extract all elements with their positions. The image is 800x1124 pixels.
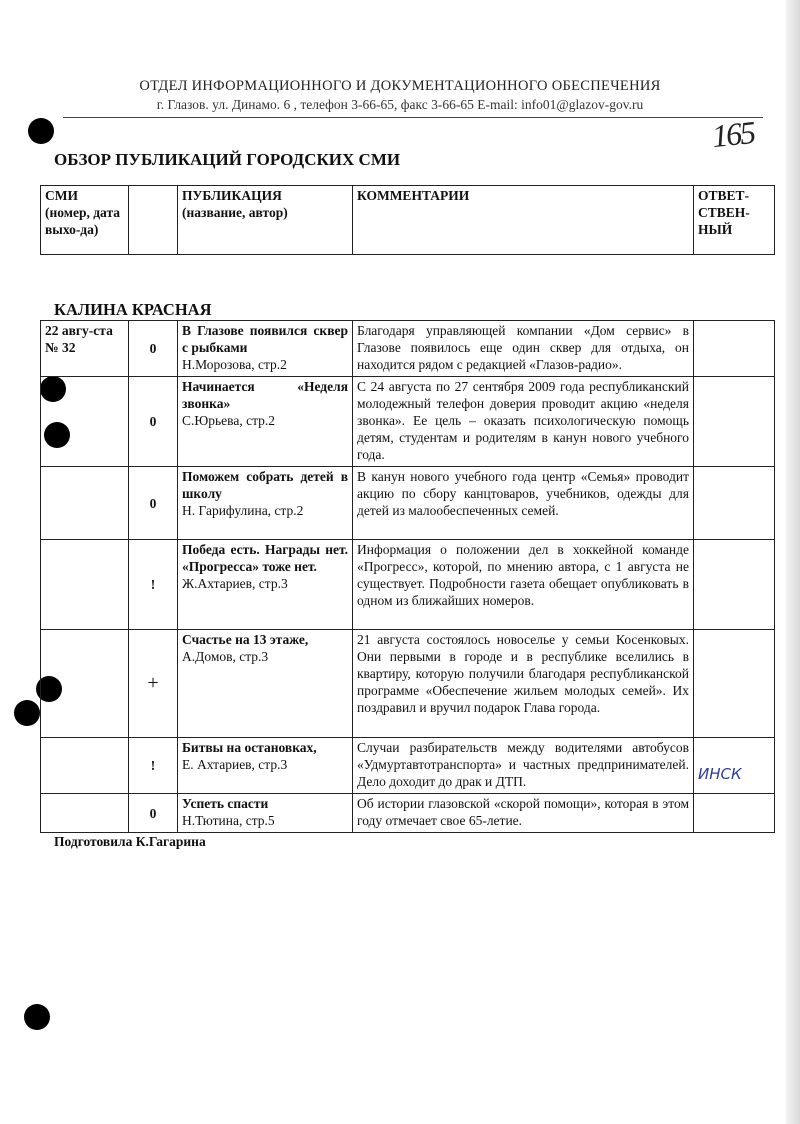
responsible-cell — [694, 630, 775, 738]
publication-author: Н.Тютина, стр.5 — [182, 813, 275, 828]
publication-author: Н.Морозова, стр.2 — [182, 357, 287, 372]
comment-cell: Случаи разбирательств между водителями автобусов «Удмуртавтотранспорта» и частных предпринимателей. Дело доходит до драк и ДТП. — [353, 738, 694, 794]
comment-cell: С 24 августа по 27 сентября 2009 года республиканский молодежный телефон доверия проводит акцию «неделя звонка». Ее цель – оказать психологическую помощь детям, студентам и родителям в канун нового учебного года. — [353, 377, 694, 467]
column-header-responsible: ОТВЕТ-СТВЕН-НЫЙ — [694, 186, 775, 255]
publication-cell — [178, 540, 353, 630]
table-row — [41, 794, 775, 833]
rating-mark: ! — [129, 540, 178, 630]
column-header-comments: КОММЕНТАРИИ — [353, 186, 694, 255]
publication-author: Ж.Ахтариев, стр.3 — [182, 576, 288, 591]
table-row — [41, 377, 775, 467]
issue-cell — [41, 540, 129, 630]
organization-address: г. Глазов. ул. Динамо. 6 , телефон 3-66-65, факс 3-66-65 E-mail: info01@glazov-gov.ru — [156, 97, 644, 112]
column-header-mark — [129, 186, 178, 255]
publication-title: Начинается «Неделя звонка» — [182, 379, 348, 411]
table-row — [41, 738, 775, 794]
publication-cell — [178, 794, 353, 833]
publication-cell — [178, 738, 353, 794]
responsible-cell — [694, 321, 775, 377]
table-row — [41, 467, 775, 540]
publications-table — [40, 320, 775, 833]
publication-cell — [178, 467, 353, 540]
newspaper-title: КАЛИНА КРАСНАЯ — [54, 300, 212, 319]
issue-cell — [41, 630, 129, 738]
comment-cell: Об истории глазовской «скорой помощи», которая в этом году отмечает свое 65-летие. — [353, 794, 694, 833]
publication-title: В Глазове появился сквер с рыбками — [182, 323, 348, 355]
rating-mark: 0 — [129, 321, 178, 377]
issue-cell — [41, 467, 129, 540]
comment-cell: 21 августа состоялось новоселье у семьи Косенковых. Они первыми в городе и в республике вселились в квартиру, которую получили благодаря республиканской программе «Обеспечение жильем молодых семей». Их поздравил и вручил подарок Глава города. — [353, 630, 694, 738]
column-header-smi: СМИ (номер, дата выхо-да) — [41, 186, 129, 255]
publication-author: С.Юрьева, стр.2 — [182, 413, 276, 428]
table-row — [41, 321, 775, 377]
publication-title: Счастье на 13 этаже, — [182, 632, 309, 647]
header-divider — [63, 117, 763, 118]
comment-cell: Благодаря управляющей компании «Дом сервис» в Глазове появилось еще один сквер для отдыха, он находится рядом с редакцией «Глазов-радио». — [353, 321, 694, 377]
document-title: ОБЗОР ПУБЛИКАЦИЙ ГОРОДСКИХ СМИ — [54, 150, 401, 169]
punch-hole — [14, 700, 40, 726]
issue-cell — [41, 377, 129, 467]
table-row — [41, 630, 775, 738]
scan-edge — [786, 0, 800, 1124]
punch-hole — [28, 118, 54, 144]
publication-cell — [178, 377, 353, 467]
issue-cell — [41, 738, 129, 794]
handwritten-page-number: 165 — [710, 113, 756, 155]
prepared-by: Подготовила К.Гагарина — [54, 834, 206, 849]
publication-author: А.Домов, стр.3 — [182, 649, 269, 664]
punch-hole — [24, 1004, 50, 1030]
responsible-cell — [694, 738, 775, 794]
rating-mark: 0 — [129, 467, 178, 540]
handwritten-note: ИНСК — [698, 764, 742, 783]
rating-mark: 0 — [129, 377, 178, 467]
issue-cell — [41, 794, 129, 833]
table-row — [41, 540, 775, 630]
publication-author: Н. Гарифулина, стр.2 — [182, 503, 304, 518]
publication-title: Поможем собрать детей в школу — [182, 469, 348, 501]
column-header-publication: ПУБЛИКАЦИЯ (название, автор) — [178, 186, 353, 255]
rating-mark: + — [129, 630, 178, 738]
comment-cell: В канун нового учебного года центр «Семья» проводит акцию по сбору канцтоваров, учебников, одежды для детей из малообеспеченных семей. — [353, 467, 694, 540]
responsible-cell — [694, 794, 775, 833]
publication-author: Е. Ахтариев, стр.3 — [182, 757, 288, 772]
rating-mark: ! — [129, 738, 178, 794]
rating-mark: 0 — [129, 794, 178, 833]
comment-cell: Информация о положении дел в хоккейной команде «Прогресс», которой, по мнению автора, с 1 августа не существует. Подробности газета обещает опубликовать в одном из ближайших номеров. — [353, 540, 694, 630]
issue-cell: 22 авгу-ста № 32 — [41, 321, 129, 377]
organization-name: ОТДЕЛ ИНФОРМАЦИОННОГО И ДОКУМЕНТАЦИОННОГО ОБЕСПЕЧЕНИЯ — [139, 78, 661, 94]
responsible-cell — [694, 540, 775, 630]
publication-cell — [178, 321, 353, 377]
publication-title: Успеть спасти — [182, 796, 269, 811]
responsible-cell — [694, 377, 775, 467]
publication-title: Победа есть. Награды нет. «Прогресса» тоже нет. — [182, 542, 348, 574]
columns-header-table — [40, 185, 775, 255]
responsible-cell — [694, 467, 775, 540]
publication-title: Битвы на остановках, — [182, 740, 317, 755]
publication-cell — [178, 630, 353, 738]
